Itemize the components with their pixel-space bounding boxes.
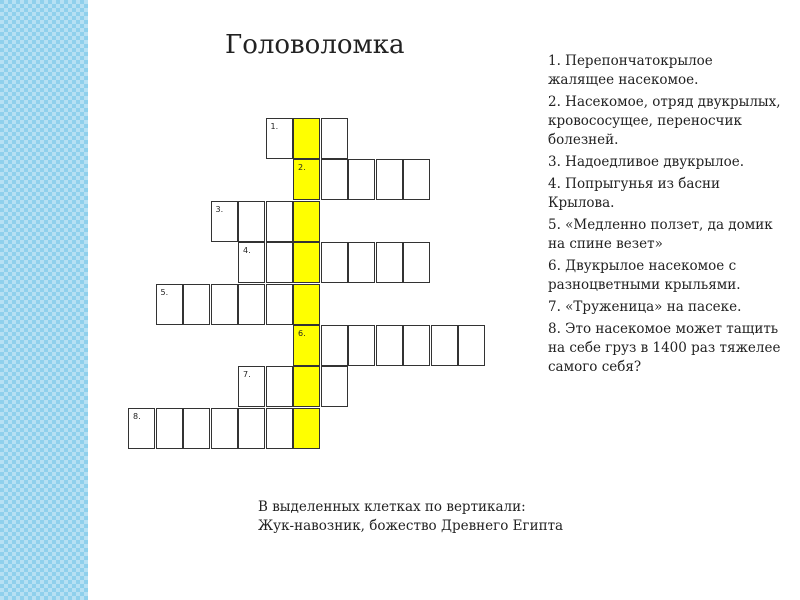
- crossword-cell-highlighted: [293, 366, 320, 407]
- crossword-cell: [211, 201, 238, 242]
- crossword-cell: [238, 242, 265, 283]
- crossword-cell: [266, 366, 293, 407]
- crossword-row-number: 1.: [270, 122, 279, 131]
- clue-6: 6. Двукрылое насекомое с разноцветными крыльями.: [548, 258, 741, 293]
- crossword-cell-highlighted: [293, 159, 320, 200]
- crossword-cell-highlighted: [293, 201, 320, 242]
- hint-line-1: В выделенных клетках по вертикали:: [258, 499, 526, 515]
- crossword-cell: [321, 242, 348, 283]
- clue-8: 8. Это насекомое может тащить на себе груз в 1400 раз тяжелее самого себя?: [548, 321, 781, 375]
- crossword-cell: [266, 201, 293, 242]
- crossword-cell: [238, 284, 265, 325]
- crossword-cell: [376, 242, 403, 283]
- hint-line-2: Жук-навозник, божество Древнего Египта: [258, 518, 564, 534]
- crossword-cell: [348, 242, 375, 283]
- crossword-cell: [238, 201, 265, 242]
- crossword-cell: [156, 408, 183, 449]
- crossword-cell-highlighted: [293, 408, 320, 449]
- crossword-cell: [211, 284, 238, 325]
- crossword-cell-highlighted: [293, 118, 320, 159]
- crossword-cell: [266, 408, 293, 449]
- crossword-cell: [458, 325, 485, 366]
- crossword-cell: [128, 408, 155, 449]
- crossword-cell-highlighted: [293, 242, 320, 283]
- clue-4: 4. Попрыгунья из басни Крылова.: [548, 176, 721, 211]
- crossword-cell-highlighted: [293, 325, 320, 366]
- crossword-cell: [376, 325, 403, 366]
- crossword-row-number: 2.: [298, 163, 306, 173]
- clue-5: 5. «Медленно ползет, да домик на спине везет»: [548, 217, 773, 252]
- crossword-row-number: 5.: [160, 287, 169, 297]
- clues-list: [548, 52, 783, 380]
- crossword-cell: [183, 284, 210, 325]
- crossword-cell: [376, 159, 403, 200]
- crossword-cell: [266, 284, 293, 325]
- crossword-cell: [321, 325, 348, 366]
- crossword-cell: [348, 159, 375, 200]
- crossword-cell: [431, 325, 458, 366]
- vertical-answer-hint: [258, 498, 563, 536]
- crossword-cell: [403, 242, 430, 283]
- decorative-side-stripe: [0, 0, 88, 600]
- crossword-cell: [266, 118, 293, 159]
- crossword-cell: [238, 408, 265, 449]
- crossword-cell: [321, 366, 348, 407]
- crossword-cell: [348, 325, 375, 366]
- crossword-row-number: 7.: [243, 370, 251, 380]
- crossword-cell: [238, 366, 265, 407]
- clue-3: 3. Надоедливое двукрылое.: [548, 154, 744, 170]
- crossword-row-number: 6.: [298, 329, 306, 338]
- clue-2: 2. Насекомое, отряд двукрылых, кровососущее, переносчик болезней.: [548, 94, 781, 148]
- crossword-cell: [211, 408, 238, 449]
- crossword-cell: [321, 159, 348, 200]
- crossword-cell-highlighted: [293, 284, 320, 325]
- crossword-cell: [266, 242, 293, 283]
- clue-1: 1. Перепончатокрылое жалящее насекомое.: [548, 53, 713, 88]
- crossword-row-number: 3.: [215, 204, 224, 214]
- crossword-cell: [156, 284, 183, 325]
- crossword-row-number: 4.: [243, 246, 251, 256]
- crossword-cell: [183, 408, 210, 449]
- crossword-cell: [403, 159, 430, 200]
- crossword-row-number: 8.: [133, 411, 141, 421]
- page-title: Головоломка: [225, 30, 405, 60]
- crossword-cell: [403, 325, 430, 366]
- crossword-cell: [321, 118, 348, 159]
- clue-7: 7. «Труженица» на пасеке.: [548, 299, 742, 315]
